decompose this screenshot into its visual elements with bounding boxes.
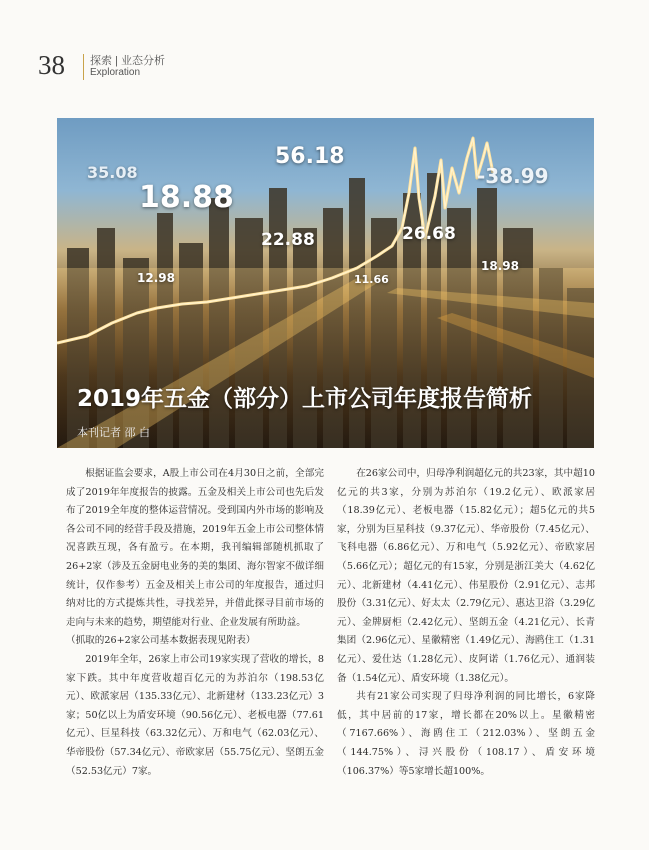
hero-image xyxy=(57,118,594,448)
hero-number: 35.08 xyxy=(87,163,138,182)
paragraph: 根据证监会要求，A股上市公司在4月30日之前，全部完成了2019年年度报告的披露。五金及相关上市公司也先后发布了2019全年度的整体运营情况。受到国内外市场的影响及各公司不同的经营手段及措施，2019年五金上市公司整体情况喜跌互现，各有盈亏。在本期，我刊编辑部随机抓取了26+2家（涉及五金厨电业务的美的集团、海尔智家不做详细统计，仅作参考）五金及相关上市公司的年度报告，通过归纳对比的方式提炼共性，寻找差异，并借此探寻目前市场的走向与未来的趋势，期望能对行业、企业发展有所助益。 xyxy=(66,468,324,628)
hero-number: 12.98 xyxy=(137,271,175,285)
hero-number: 26.68 xyxy=(402,224,456,244)
hero-number: 56.18 xyxy=(275,144,345,169)
article-column-right xyxy=(337,465,595,781)
hero-number: 22.88 xyxy=(261,230,315,250)
hero-number: 18.88 xyxy=(139,180,234,215)
paragraph: 在26家公司中，归母净利润超亿元的共23家，其中超10亿元的共3家，分别为苏泊尔（19.2亿元）、欧派家居（18.39亿元）、老板电器（15.82亿元）；超5亿元的共5家，分别为巨星科技（9.37亿元）、华帝股份（7.45亿元）、飞科电器（6.86亿元）、万和电气（5.92亿元）、帝欧家居（5.66亿元）；超亿元的有15家，分别是浙江美大（4.62亿元）、北新建材（4.41亿元）、伟星股份（2.91亿元）、志邦股份（3.31亿元）、好太太（2.79亿元）、惠达卫浴（3.29亿元）、金牌厨柜（2.42亿元）、坚朗五金（4.21亿元）、长青集团（2.96亿元）、星徽精密（1.49亿元）、海鸥住工（1.31亿元）、爱仕达（1.28亿元）、皮阿诺（1.76亿元）、通润装备（1.54亿元）、盾安环境（1.38亿元）。 xyxy=(337,468,595,684)
hero-number: -38.99 xyxy=(477,164,549,188)
paragraph: 2019年全年，26家上市公司19家实现了营收的增长，8家下跌。其中年度营收超百亿元的为苏泊尔（198.53亿元）、欧派家居（135.33亿元）、北新建材（133.23亿元）3家；50亿以上为盾安环境（90.56亿元）、老板电器（77.61亿元）、巨星科技（63.32亿元）、万和电气（62.03亿元）、华帝股份（57.34亿元）、帝欧家居（55.75亿元）、坚朗五金（52.53亿元）7家。 xyxy=(66,653,324,777)
article-title: 2019年五金（部分）上市公司年度报告简析 xyxy=(77,386,533,412)
paragraph: 共有21家公司实现了归母净利润的同比增长，6家降低，其中居前的17家，增长都在20%以上。星徽精密（7167.66%）、海鸥住工（212.03%）、坚朗五金（144.75%）、浔兴股份（108.17）、盾安环境（106.37%）等5家增长超100%。 xyxy=(337,691,595,777)
header-divider xyxy=(83,54,84,80)
article-column-left xyxy=(66,465,324,781)
hero-number: 11.66 xyxy=(354,273,389,286)
article-author: 本刊记者 邵 白 xyxy=(77,426,150,439)
paragraph: （抓取的26+2家公司基本数据表现见附表） xyxy=(66,635,256,647)
section-label-en: Exploration xyxy=(90,67,141,78)
page-number: 38 xyxy=(38,50,65,80)
section-label: 探索 | 业态分析 xyxy=(90,55,165,67)
hero-number: 18.98 xyxy=(481,259,519,273)
